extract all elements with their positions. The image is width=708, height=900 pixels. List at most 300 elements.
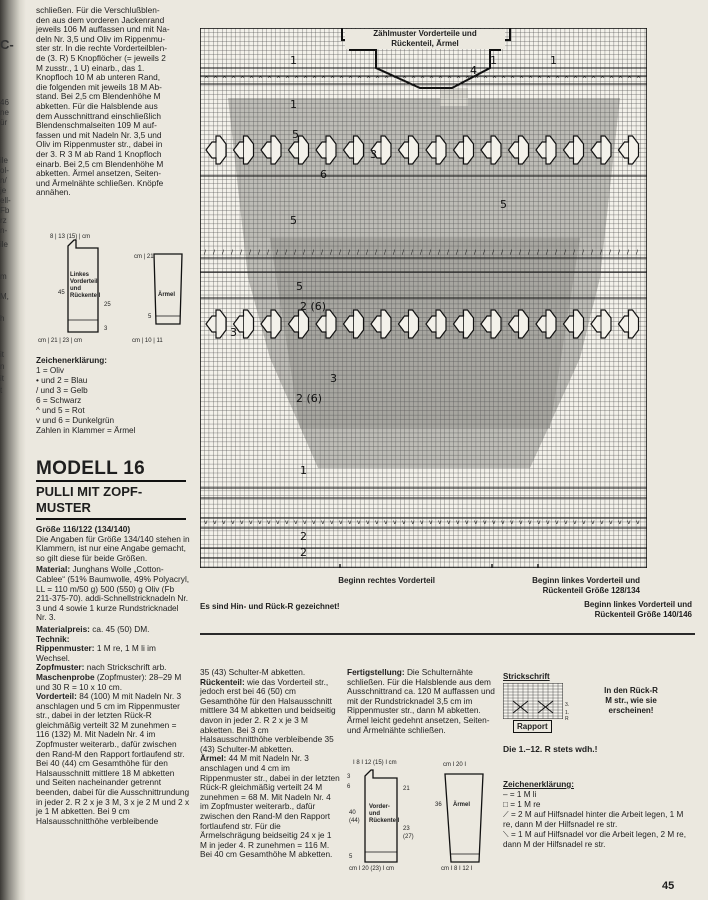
gutter-fragment: m [0,272,7,281]
stitch-symbol: ^ [591,76,597,83]
stitch-symbol: ^ [348,76,354,83]
stitch-symbol: ^ [600,76,606,83]
stitch-symbol: / [483,249,486,256]
schematic-mark: (27) [403,834,414,840]
stitch-symbol: ^ [546,76,552,83]
stitch-symbol: v [330,519,334,526]
stitch-symbol: v [231,519,235,526]
schematic-mark: 23 [403,826,410,832]
gutter-fragment: je [0,186,7,195]
stitch-symbol: ^ [438,76,444,83]
text-line: deln Nr. 3,5 und Oliv im Rippenmu- [36,33,166,44]
size-paragraph [36,525,190,563]
stitch-symbol: ^ [456,76,462,83]
title-rule [36,480,186,482]
stitch-symbol: v [474,519,478,526]
rueck-text: wie das Vorderteil str., jedoch erst bei 46 (50) cm Gesamthöhe für den Halsausschnitt mittlere 34 M abketten und beidseitig davon in jeder 2. R 2 x je 3 M abketten. Bei 3 cm Halsausschnitthöhe verbleibende 35 (43) Schulter-M abketten. [200,676,336,754]
sleeve-top-measure: cm I 20 I [443,762,467,768]
size-text: Die Angaben für Größe 134/140 stehen in Klammern, ist nur eine Angabe gemacht, so gilt diese für beide Größen. [36,533,190,563]
text-line: abketten. Für die Halsblende aus [36,100,158,111]
schematic-top-measure: I 8 I 12 (15) I cm [353,760,397,766]
sleeve-label: Ärmel [453,802,471,808]
stitch-symbol: ^ [483,76,489,83]
stitch-symbol: v [618,519,622,526]
stitch-symbol: ^ [312,76,318,83]
key-title: Zeichenerklärung: [503,780,574,789]
instructions-col3 [347,668,495,737]
stitch-symbol: / [600,249,603,256]
zopf-text: nach Strickschrift arb. [86,662,167,673]
stitch-symbol: v [393,519,397,526]
stitch-symbol: v [213,519,217,526]
stitch-symbol: / [321,249,324,256]
schematic-mark: 5 [349,854,353,860]
gutter-fragment: Fb [0,206,10,215]
text-line: de (3. R) 5 Knopflöcher (= jeweils 2 [36,52,166,63]
stitch-symbol: / [213,249,216,256]
begin-left-line: Beginn linkes Vorderteil und [584,600,692,609]
stitch-symbol: ^ [609,76,615,83]
stitch-symbol: / [519,249,522,256]
stitch-symbol: ^ [240,76,246,83]
label-line: Vorderteil [70,279,98,285]
page-gutter [0,0,26,900]
key-item: ^ und 5 = Rot [36,406,85,415]
stitch-symbol: / [339,249,342,256]
key-item: • und 2 = Blau [36,376,88,385]
row-number-label: 1 [490,54,497,67]
size-label: Größe 116/122 (134/140) [36,524,131,534]
aermel-label: Ärmel: [200,753,227,764]
stitch-symbol: v [600,519,604,526]
rueck-note [575,686,687,716]
row-number-label: 3 [370,148,377,161]
stitch-symbol: ^ [429,76,435,83]
row-number-label: 5 [290,214,297,227]
stitch-symbol: v [258,519,262,526]
stitch-symbol: v [456,519,460,526]
schematic-mark: 40 [349,810,356,816]
strickschrift-title: Strickschrift [503,672,550,681]
schematic-bottom-measure: cm | 21 | 23 | cm [38,338,83,344]
section-divider [200,633,695,635]
key-item: Zahlen in Klammer = Ärmel [36,426,136,435]
text-line: einarb. Bei 2,5 cm Blendenhöhe M [36,158,164,169]
stitch-symbol: v [537,519,541,526]
stitch-symbol: / [564,249,567,256]
chart-grid [200,28,647,568]
stitch-symbol: v [528,519,532,526]
stitch-symbol: ^ [222,76,228,83]
stitch-symbol: ^ [501,76,507,83]
vorder-text: 84 (100) M mit Nadeln Nr. 3 anschlagen und 5 cm im Rippenmuster str., dabei in der letzten Rück-R gleichmäßig verteilt 32 M zunehmen = 116 (132) M. Mit Nadeln Nr. 4 im Zopfmuster weiterarb., dafür zwischen den Rand-M den Rapport fortlaufend str. Bei 40 (44) cm Gesamthöhe für den Halsausschnitt mittlere 18 M abketten und Seiten nacheinander getrennt beenden, dabei für die Ausschnittrundung in jeder 2. R 2 x je 3 M, 3 x je 2 M und 2 x je 1 M abketten. Bei 9 cm Halsausschnitthöhe verbleibende [36,691,190,826]
model-title-line: PULLI MIT ZOPF- [36,484,143,499]
stitch-symbol: ^ [528,76,534,83]
schematic-mark: 6 [347,784,351,790]
stitch-symbol: / [330,249,333,256]
stitch-symbol: / [456,249,459,256]
row-number-label: 1 [550,54,557,67]
rapport-label: Rapport [513,720,552,733]
stitch-symbol: ^ [285,76,291,83]
strickschrift-box [503,672,573,740]
stitch-symbol: ^ [267,76,273,83]
stitch-symbol: v [339,519,343,526]
schulter-text: 35 (43) Schulter-M abketten. [200,667,306,677]
stitch-symbol: / [537,249,540,256]
stitch-symbol: v [429,519,433,526]
begin-right-label: Beginn rechtes Vorderteil [338,576,435,585]
stitch-symbol: v [465,519,469,526]
row-number-label: 3 [230,326,237,339]
vorder-paragraph [36,692,190,826]
symbol-key [503,780,693,850]
text-line: Blendenschmalseiten 109 M auf- [36,120,157,131]
stitch-symbol: v [204,519,208,526]
page-number: 45 [662,880,675,892]
stitch-symbol: ^ [618,76,624,83]
text-line: die folgenden mit jeweils 18 M Ab- [36,81,162,92]
stitch-symbol: v [582,519,586,526]
stitch-symbol: v [555,519,559,526]
gutter-fragment: it [0,350,4,359]
label-line: Rückenteil [70,293,101,299]
model-title-line: MUSTER [36,500,91,515]
stitch-symbol: ^ [393,76,399,83]
material-label: Material: [36,564,71,575]
gutter-fragment: n/ [0,176,7,185]
begin-left-label [440,576,640,596]
stitch-symbol: v [564,519,568,526]
stitch-symbol: / [411,249,414,256]
sleeve-bottom-measure: cm I 8 I 12 I [441,866,473,872]
stitch-symbol: / [591,249,594,256]
technik-label: Technik: [36,633,70,644]
stitch-symbol: v [312,519,316,526]
stitch-symbol: v [285,519,289,526]
text-line: stand. Bei 2,5 cm Blendenhöhe M [36,91,161,102]
text-line: Knopfloch 10 M ab unteren Rand, [36,72,161,83]
stitch-symbol: / [465,249,468,256]
aermel-paragraph [200,754,340,860]
gutter-fragment: ol- [0,166,9,175]
stitch-symbol: ^ [249,76,255,83]
stitch-symbol: ^ [510,76,516,83]
stitch-symbol: / [357,249,360,256]
stitch-symbol: v [510,519,514,526]
stitch-symbol: ^ [474,76,480,83]
instructions-col2 [200,668,340,860]
schematic-label: Vorder- und Rückenteil [369,804,400,824]
aermel-text: 44 M mit Nadeln Nr. 3 anschlagen und 4 cm im Rippenmuster str., dabei in der letzten Rück-R gleichmäßig verteilt 24 M zunehmen = 68 M. Mit Nadeln Nr. 4 im Zopfmuster weiterarb., dafür zwischen den Rand-M den Rapport fortlaufend str. Für die Ärmelschrägung beidseitig 24 x je 1 M in jeder 4. R zunehmen = 116 M. Bei 40 cm Gesamthöhe M abketten. [200,753,340,860]
text-line: schließen. Für die Verschlußblen- [36,5,160,15]
row-number-label: 6 [320,168,327,181]
note-line: M str., wie sie [605,696,657,705]
stitch-symbol: v [402,519,406,526]
key-item: ⟋ = 2 M auf Hilfsnadel hinter die Arbeit legen, 1 M re, dann M der Hilfsnadel re str. [503,810,684,829]
schematic-mark: 21 [403,786,410,792]
gutter-fragment: it [0,374,4,383]
stitch-symbol: ^ [339,76,345,83]
stitch-symbol: / [384,249,387,256]
gutter-fragment: ell- [0,196,11,205]
sleeve-bottom-measure: cm | 10 | 11 [132,338,163,344]
stitch-symbol: ^ [555,76,561,83]
stitch-symbol: / [582,249,585,256]
stitch-symbol: / [204,249,207,256]
stitch-symbol: ^ [636,76,642,83]
note-line: erscheinen! [608,706,654,715]
row-number-label: 5 [292,128,299,141]
sleeve-height: 36 [435,802,442,808]
rows-note: Es sind Hin- und Rück-R gezeichnet! [200,602,340,611]
stitch-symbol: ^ [573,76,579,83]
gutter-fragment: h [0,314,5,323]
stitch-symbol: / [555,249,558,256]
instructions-col1 [36,525,190,826]
stitch-symbol: / [573,249,576,256]
stitch-symbol: / [375,249,378,256]
stitch-symbol: ^ [402,76,408,83]
stitch-symbol: v [546,519,550,526]
text-line: fassen und mit Nadeln Nr. 3,5 und [36,129,162,140]
stitch-symbol: / [294,249,297,256]
color-key [36,356,192,436]
stitch-symbol: / [222,249,225,256]
row-number-label: 5 [500,198,507,211]
key-item: v und 6 = Dunkelgrün [36,416,115,425]
stitch-symbol: v [438,519,442,526]
stitch-symbol: / [492,249,495,256]
stitch-symbol: v [492,519,496,526]
fertig-label: Fertigstellung: [347,667,405,677]
text-line: jeweils 106 M auffassen und mit Na- [36,24,170,35]
stitch-symbol: / [420,249,423,256]
model-title [36,484,142,516]
stitch-symbol: / [627,249,630,256]
stitch-symbol: v [375,519,379,526]
stitch-symbol: / [609,249,612,256]
stitch-symbol: / [429,249,432,256]
row-label: 3. [565,702,570,708]
schematic-height: 45 [58,290,65,296]
stitch-symbol: v [627,519,631,526]
label-line: und [70,286,81,292]
schematic-mark: (44) [349,818,360,824]
row-number-label: 1 [290,98,297,111]
maschen-text: (Zopfmuster): 28–29 M und 30 R = 10 x 10 cm. [36,671,182,692]
rueck-paragraph [200,678,340,755]
schematic-top-measure: 8 | 13 (15) | cm [50,234,91,240]
stitch-symbol: / [231,249,234,256]
stitch-symbol: ^ [321,76,327,83]
instructions-continued [36,6,192,198]
begin-left-line: Rückenteil Größe 128/134 [542,586,640,595]
stitch-symbol: / [348,249,351,256]
row-number-label: 2 [300,546,307,559]
text-line: annähen. [36,187,71,198]
stitch-symbol: ^ [276,76,282,83]
stitch-symbol: ^ [492,76,498,83]
neck-shape [440,88,468,106]
repeat-note: Die 1.–12. R stets wdh.! [503,744,598,754]
stitch-symbol: v [294,519,298,526]
stitch-symbol: / [528,249,531,256]
stitch-symbol: / [303,249,306,256]
begin-left-line: Rückenteil Größe 140/146 [594,610,692,619]
chart-top-label-line: Rückenteil, Ärmel [391,39,459,48]
stitch-symbol: v [276,519,280,526]
rippen-text: 1 M re, 1 M li im Wechsel. [36,643,156,663]
rippen-paragraph [36,644,190,663]
stitch-symbol: / [546,249,549,256]
price-label: Materialpreis: [36,623,90,634]
stitch-symbol: v [573,519,577,526]
stitch-symbol: / [618,249,621,256]
stitch-symbol: ^ [330,76,336,83]
key-item: – = 1 M li [503,790,537,799]
stitch-symbol: / [366,249,369,256]
key-item: □ = 1 M re [503,800,541,809]
fertig-paragraph [347,668,495,735]
rueck-label: Rückenteil: [200,676,245,687]
label-line: Linkes [70,272,90,278]
stitch-symbol: ^ [582,76,588,83]
gutter-fragment: n [0,362,5,371]
text-line: den aus dem vorderen Jackenrand [36,14,165,25]
stitch-symbol: ^ [294,76,300,83]
row-label: 1. R [565,710,570,722]
gutter-fragment: 46 [0,98,9,107]
text-line: und Ärmelnähte schließen. Knöpfe [36,177,164,188]
gutter-fragment: ür [0,118,8,127]
stitch-symbol: ^ [420,76,426,83]
stitch-symbol: v [501,519,505,526]
gutter-fragment: ile [0,240,9,249]
sleeve-label: Ärmel [158,292,176,298]
stitch-symbol: ^ [204,76,210,83]
stitch-symbol: ^ [366,76,372,83]
stitch-symbol: v [420,519,424,526]
gutter-fragment: C- [0,37,14,52]
row-number-label: 1 [290,54,297,67]
note-line: In den Rück-R [604,686,658,695]
maschen-label: Maschenprobe [36,671,95,682]
chart-top-label [345,29,505,49]
text-line: abketten. Ärmel ansetzen, Seiten- [36,168,161,179]
stitch-symbol: ^ [411,76,417,83]
text-line: Oliv im Rippenmuster str., dabei in [36,139,163,150]
stitch-symbol: v [591,519,595,526]
row-number-label: 2 (6) [300,300,327,313]
stitch-symbol: v [348,519,352,526]
stitch-symbol: / [267,249,270,256]
stitch-symbol: ^ [537,76,543,83]
stitch-symbol: ^ [447,76,453,83]
gutter-fragment: ne [0,108,9,117]
stitch-symbol: v [240,519,244,526]
chart-top-label-line: Zählmuster Vorderteile und [373,29,477,38]
strickschrift-grid [503,683,563,719]
stitch-symbol: ^ [564,76,570,83]
gutter-fragment: rz [0,216,7,225]
begin-left-line: Beginn linkes Vorderteil und [532,576,640,585]
key-item: 1 = Oliv [36,366,64,375]
stitch-symbol: / [636,249,639,256]
rippen-label: Rippenmuster: [36,643,95,654]
zopf-label: Zopfmuster: [36,662,85,673]
stitch-symbol: ^ [375,76,381,83]
stitch-symbol: v [447,519,451,526]
price-text: ca. 45 (50) DM. [92,623,150,634]
gutter-fragment: M, [0,292,9,301]
vorder-label: Vorderteil: [36,691,77,702]
stitch-symbol: v [609,519,613,526]
stitch-symbol: v [483,519,487,526]
stitch-symbol: / [285,249,288,256]
schematic-mark: 3 [347,774,351,780]
key-item: 6 = Schwarz [36,396,82,405]
stitch-symbol: v [384,519,388,526]
stitch-symbol: ^ [465,76,471,83]
stitch-symbol: ^ [519,76,525,83]
row-number-label: 4 [470,64,477,77]
stitch-symbol: v [267,519,271,526]
sleeve-height: 5 [148,314,152,320]
stitch-symbol: / [501,249,504,256]
gutter-fragment: t [0,386,3,395]
stitch-symbol: / [402,249,405,256]
gutter-fragment: n- [0,226,8,235]
stitch-symbol: ^ [627,76,633,83]
stitch-symbol: v [249,519,253,526]
garment-schematic-pulli [347,758,497,876]
stitch-symbol: v [222,519,226,526]
stitch-symbol: / [447,249,450,256]
garment-schematic-jacket [36,232,196,350]
stitch-symbol: v [411,519,415,526]
gutter-fragment: ile [0,156,9,165]
schematic-height: 25 [104,302,111,308]
text-line: M zusstr., 1 U) einarb., das 1. [36,62,145,73]
schematic-bottom-measure: cm I 20 (23) I cm [349,866,395,872]
stitch-symbol: / [312,249,315,256]
text-line: ster str. In die rechte Vorderteilblen- [36,43,167,54]
begin-left-label-2 [480,600,692,620]
stitch-symbol: ^ [357,76,363,83]
text-line: der 3. R 3 M ab Rand 1 Knopfloch [36,148,162,159]
stitch-symbol: ^ [384,76,390,83]
knitting-chart [200,28,647,568]
stitch-symbol: / [258,249,261,256]
stitch-symbol: v [303,519,307,526]
stitch-symbol: v [321,519,325,526]
schematic-label [70,272,100,300]
stitch-symbol: / [510,249,513,256]
key-item: ⟍ = 1 M auf Hilfsnadel vor die Arbeit legen, 2 M re, dann M der Hilfsnadel re str. [503,830,686,849]
stitch-symbol: / [438,249,441,256]
stitch-symbol: ^ [303,76,309,83]
stitch-symbol: v [366,519,370,526]
stitch-symbol: / [249,249,252,256]
stitch-symbol: ^ [258,76,264,83]
material-paragraph [36,565,190,623]
row-number-label: 2 [300,530,307,543]
stitch-symbol: / [240,249,243,256]
stitch-symbol: ^ [231,76,237,83]
key-title: Zeichenerklärung: [36,356,107,365]
row-number-label: 3 [330,372,337,385]
